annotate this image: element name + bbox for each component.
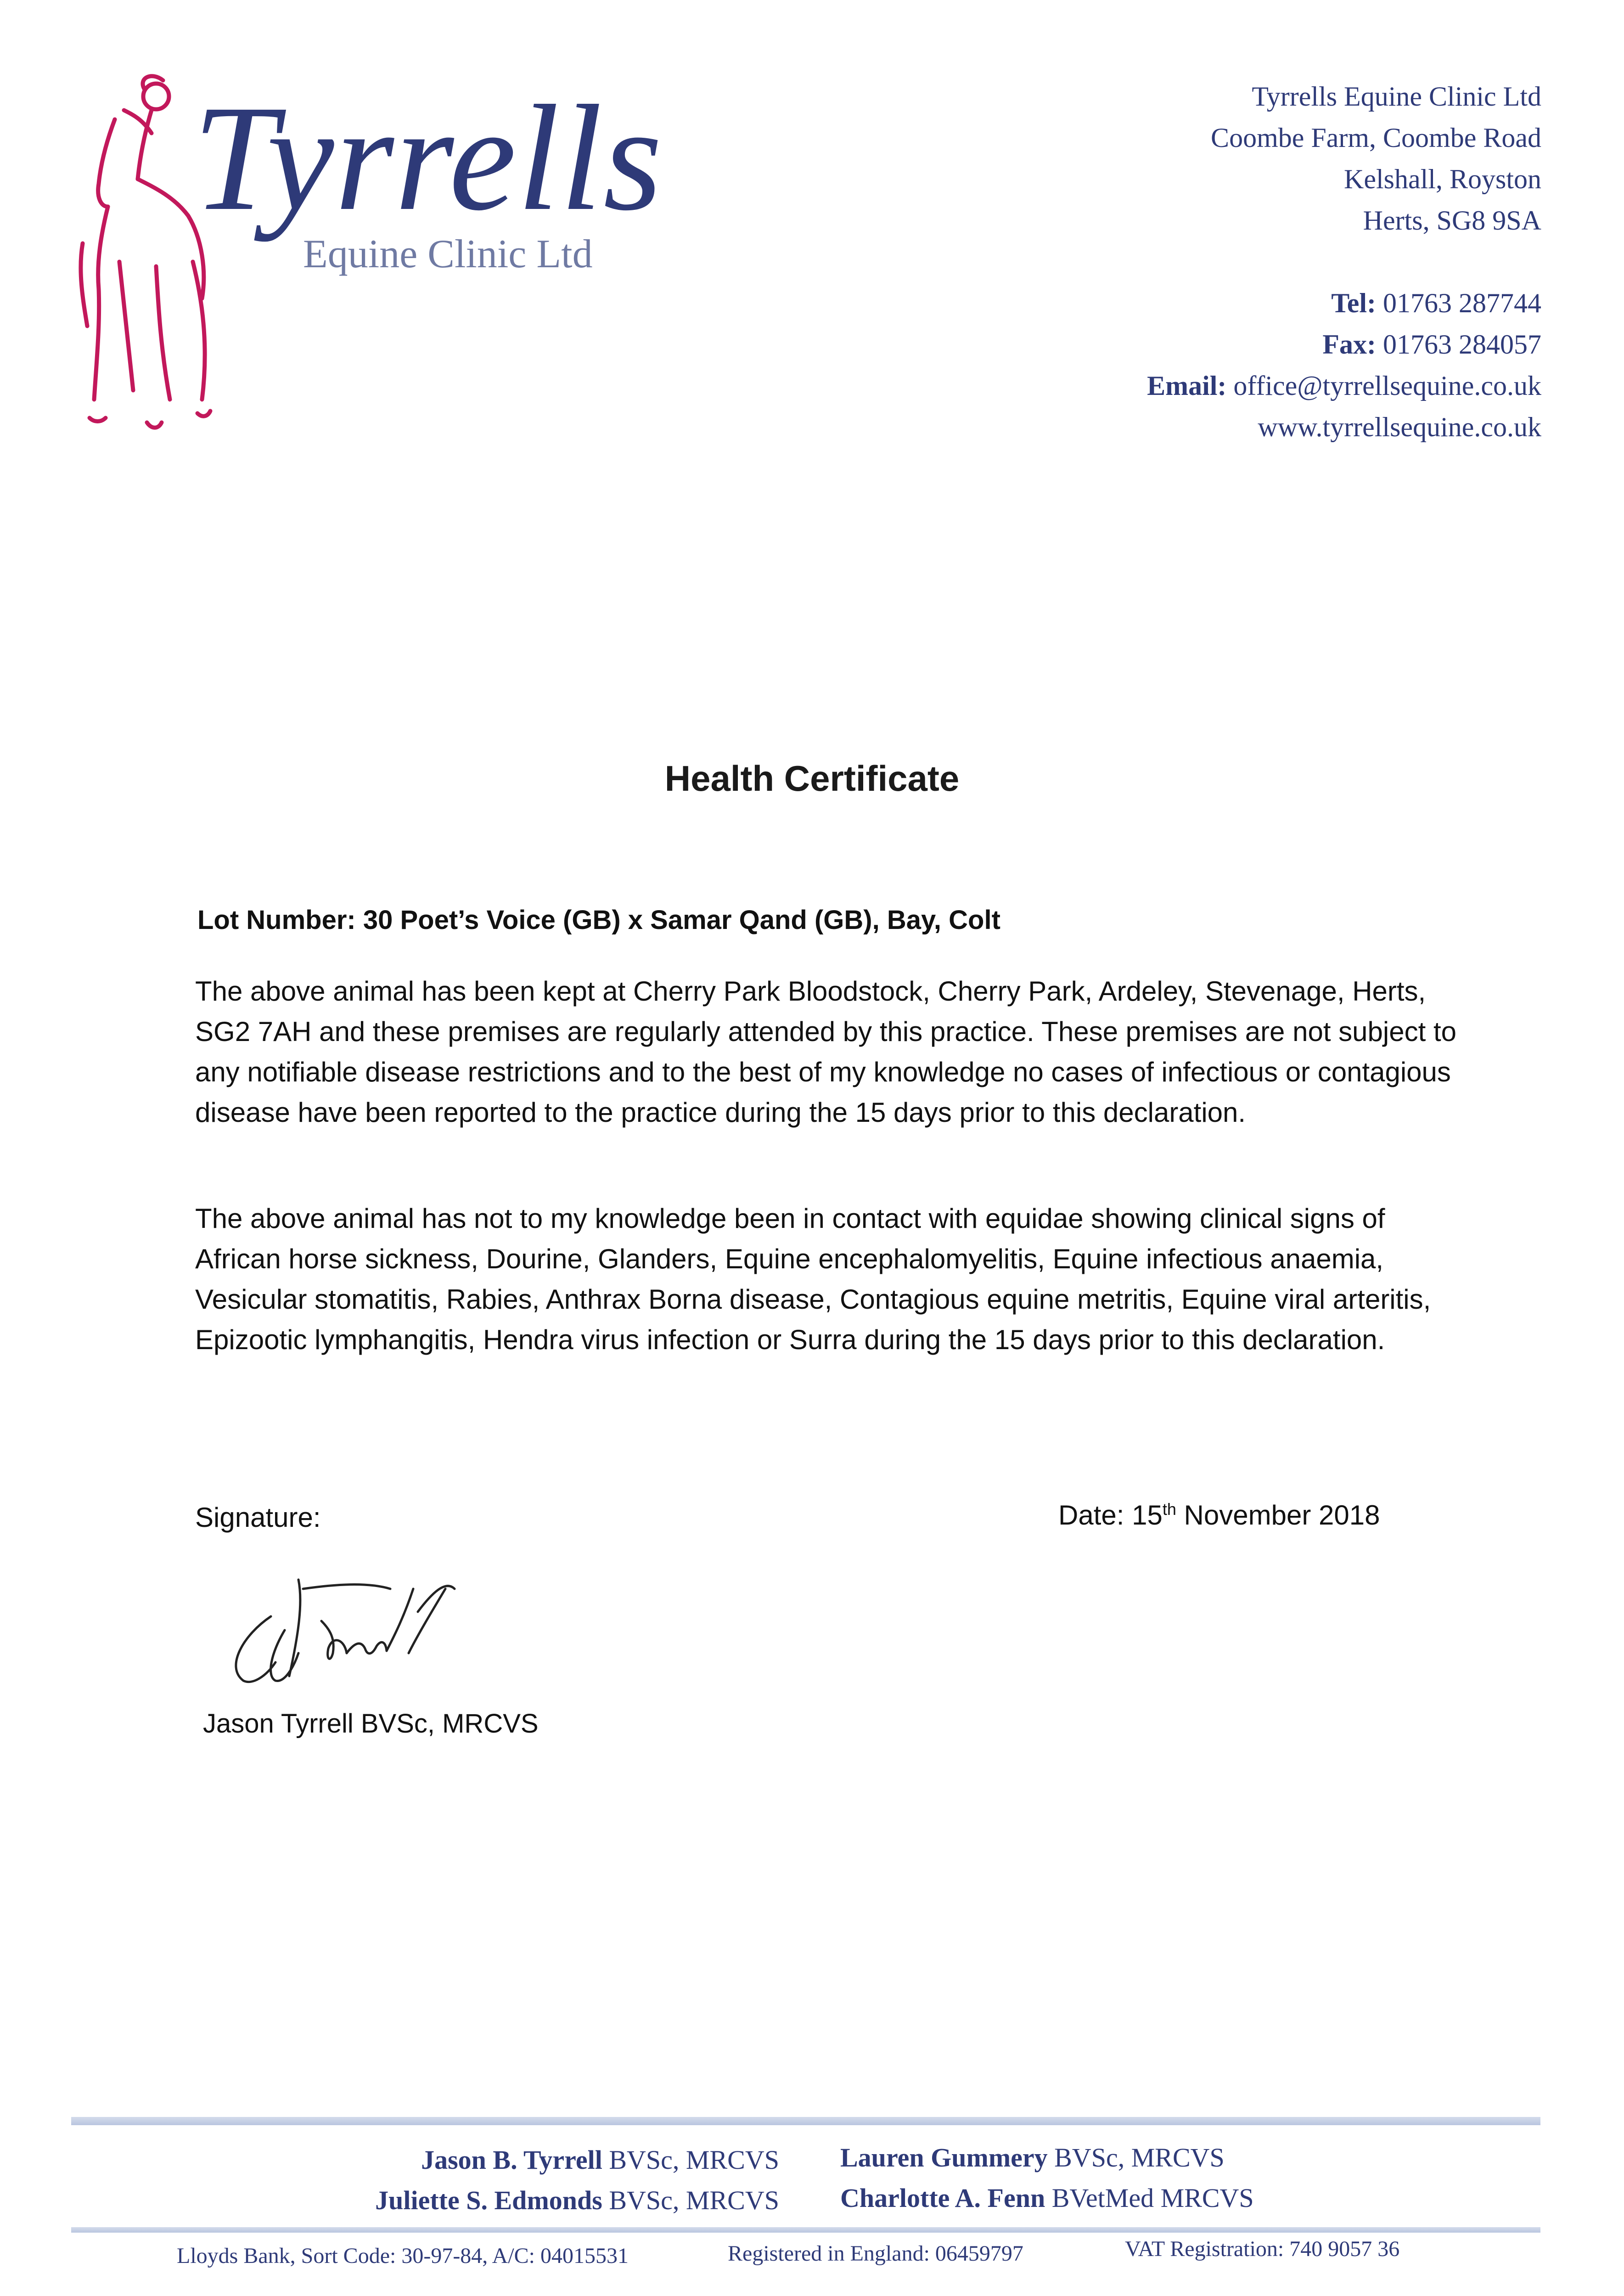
- page-title: Health Certificate: [664, 758, 960, 799]
- email-line: [944, 365, 1541, 406]
- logo-wordmark: Tyrrells: [193, 74, 663, 242]
- declaration-paragraph-1: The above animal has been kept at Cherry Park Bloodstock, Cherry Park, Ardeley, Stevenage, Herts, SG2 7AH and these premises are regularly attended by this practice. These premises are not subject to any notifiable disease restrictions and to the best of my knowledge no cases of infectious or contagious disease have been reported to the practice during the 15 days prior to this declaration.: [195, 976, 1456, 1128]
- staff-name: Lauren Gummery: [840, 2143, 1048, 2172]
- footer-top-rule: [71, 2117, 1540, 2125]
- signature-label: Signature:: [195, 1502, 321, 1533]
- address-line: Kelshall, Royston: [1344, 164, 1541, 194]
- address-line: Coombe Farm, Coombe Road: [1211, 123, 1541, 153]
- staff-entry: [840, 2138, 1483, 2178]
- signer-name: Jason Tyrrell BVSc, MRCVS: [203, 1709, 539, 1739]
- staff-name: Jason B. Tyrrell: [421, 2145, 602, 2175]
- email-label: Email:: [1147, 371, 1227, 401]
- fax-label: Fax:: [1322, 329, 1376, 360]
- fax-number: 01763 284057: [1383, 329, 1541, 360]
- tel-number: 01763 287744: [1383, 288, 1541, 318]
- staff-name: Juliette S. Edmonds: [375, 2185, 602, 2215]
- clinic-logo: [64, 69, 663, 445]
- address-line: Herts, SG8 9SA: [1363, 205, 1541, 236]
- bank-details: Lloyds Bank, Sort Code: 30-97-84, A/C: 04015531: [177, 2244, 629, 2268]
- staff-entry: [136, 2180, 779, 2221]
- date-ordinal: th: [1162, 1500, 1176, 1519]
- fax-line: [944, 324, 1541, 365]
- date-rest: November 2018: [1176, 1500, 1380, 1531]
- logo-subtitle: Equine Clinic Ltd: [303, 232, 593, 276]
- address-line: Tyrrells Equine Clinic Ltd: [1252, 81, 1541, 112]
- footer-bottom-rule: [71, 2227, 1540, 2233]
- declaration-paragraph-2: The above animal has not to my knowledge been in contact with equidae showing clinical signs of African horse sickness, Dourine, Glanders, Equine encephalomyelitis, Equine infectious anaemia, Vesicular stomatitis, Rabies, Anthrax Borna disease, Contagious equine metritis, Equine viral arteritis, Epizootic lymphangitis, Hendra virus infection or Surra during the 15 days prior to this declaration.: [195, 1203, 1431, 1355]
- clinic-address-block: [944, 76, 1541, 448]
- staff-entry: [840, 2178, 1483, 2218]
- staff-quals: BVetMed MRCVS: [1051, 2183, 1254, 2213]
- handwritten-signature-icon: [216, 1561, 514, 1713]
- website-link[interactable]: www.tyrrellsequine.co.uk: [1258, 412, 1541, 442]
- lot-number-heading: Lot Number: 30 Poet’s Voice (GB) x Samar Qand (GB), Bay, Colt: [197, 905, 1000, 935]
- tel-label: Tel:: [1331, 288, 1376, 318]
- company-registration: Registered in England: 06459797: [728, 2241, 1023, 2266]
- staff-quals: BVSc, MRCVS: [1054, 2143, 1225, 2172]
- staff-quals: BVSc, MRCVS: [609, 2185, 779, 2215]
- staff-list-right: [840, 2138, 1483, 2218]
- staff-entry: [136, 2140, 779, 2180]
- staff-quals: BVSc, MRCVS: [609, 2145, 779, 2175]
- telephone-line: [944, 282, 1541, 324]
- email-address[interactable]: office@tyrrellsequine.co.uk: [1233, 371, 1541, 401]
- staff-list-left: [136, 2140, 779, 2221]
- date-prefix: Date: 15: [1058, 1500, 1163, 1531]
- staff-name: Charlotte A. Fenn: [840, 2183, 1045, 2213]
- certificate-date: [1058, 1499, 1380, 1531]
- vat-registration: VAT Registration: 740 9057 36: [1125, 2237, 1400, 2261]
